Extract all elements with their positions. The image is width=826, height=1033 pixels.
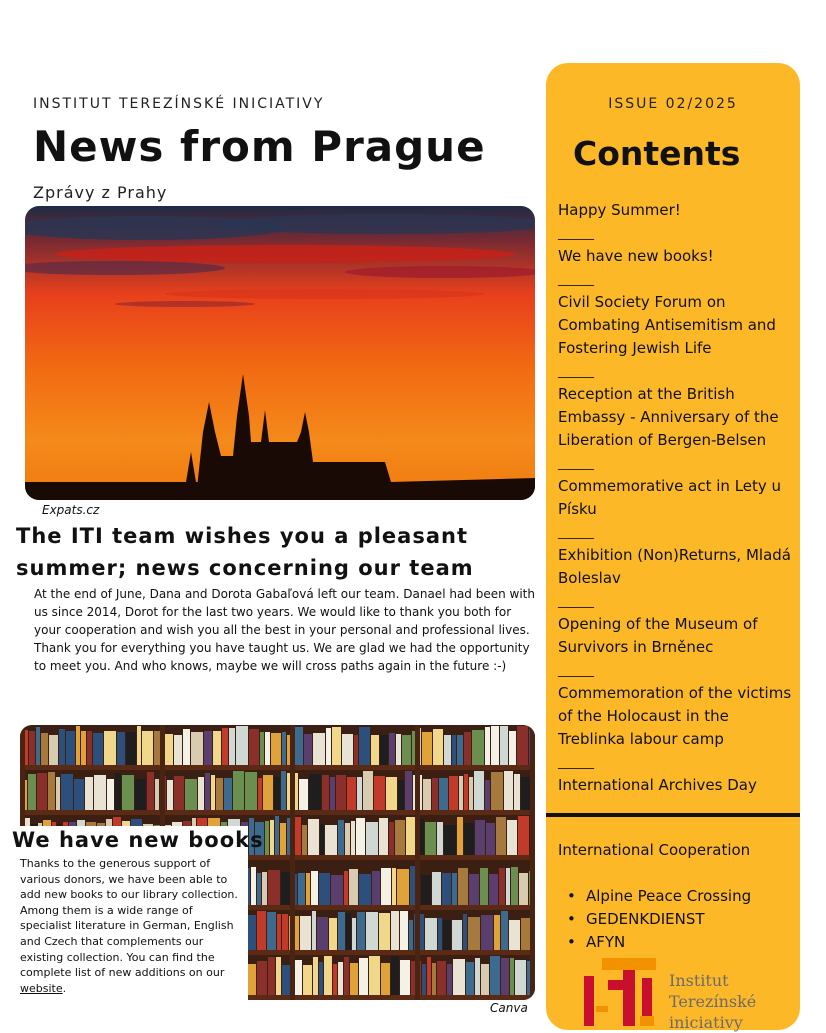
organization-name: INSTITUT TEREZÍNSKÉ INICIATIVY [33, 96, 325, 112]
logo-text [669, 970, 756, 1033]
table-of-contents [558, 199, 796, 797]
toc-separator: ______ [558, 456, 594, 470]
toc-separator: ______ [558, 272, 594, 286]
issue-number: ISSUE 02/2025 [608, 96, 738, 112]
toc-separator: ______ [558, 755, 594, 769]
article-heading: The ITI team wishes you a pleasant summer; news concerning our team [16, 524, 474, 580]
books-body-end: . [62, 981, 67, 995]
cooperation-item: • GEDENKDIENST [586, 908, 751, 931]
newsletter-subtitle: Zprávy z Prahy [33, 183, 168, 202]
logo-line: iniciativy [669, 1013, 743, 1032]
cooperation-list [586, 885, 751, 954]
toc-item[interactable]: Reception at the British Embassy - Anniversary of the Liberation of Bergen-Belsen [558, 385, 779, 449]
toc-item[interactable]: Exhibition (Non)Returns, Mladá Boleslav [558, 546, 791, 587]
toc-item[interactable]: Civil Society Forum on Combating Antisemitism and Fostering Jewish Life [558, 293, 776, 357]
article-body: At the end of June, Dana and Dorota Gabaľová left our team. Danael had been with us since 2014, Dorot for the last two years. We would like to thank you both for your cooperation and wish you all the best in your personal and professional lives. Thank you for everything you have taught us. We are glad we had the opportunity to meet you. And who knows, maybe we will cross paths again in the future :-) [34, 587, 535, 673]
toc-item[interactable]: Commemorative act in Lety u Písku [558, 477, 782, 518]
logo-line: Institut [669, 971, 729, 990]
newsletter-title: News from Prague [33, 122, 486, 171]
photo-credit: Canva [490, 1001, 528, 1015]
toc-separator: ______ [558, 525, 594, 539]
toc-separator: ______ [558, 594, 594, 608]
cooperation-item: • AFYN [586, 931, 751, 954]
sidebar-divider [546, 813, 800, 817]
toc-item[interactable]: We have new books! [558, 247, 714, 265]
books-body-text: Thanks to the generous support of various donors, we have been able to add new books to our library collection. Among them is a wide range of specialist literature in German, English and Czech that complements our existing collection. You can find the complete list of new additions on our [20, 857, 238, 980]
toc-item[interactable]: Commemoration of the victims of the Holocaust in the Treblinka labour camp [558, 684, 792, 748]
cooperation-item: • Alpine Peace Crossing [586, 885, 751, 908]
toc-item[interactable]: Opening of the Museum of Survivors in Brněnec [558, 615, 758, 656]
toc-separator: ______ [558, 364, 594, 378]
website-link[interactable]: website [20, 981, 63, 995]
books-heading: We have new books [12, 828, 264, 852]
photo-credit: Expats.cz [42, 503, 100, 517]
contents-title: Contents [573, 134, 741, 173]
logo-line: Terezínské [669, 992, 757, 1011]
prague-sunset-photo [25, 206, 535, 500]
toc-item[interactable]: Happy Summer! [558, 201, 681, 219]
toc-separator: ______ [558, 663, 594, 677]
cooperation-title: International Cooperation [558, 841, 751, 859]
books-body [20, 856, 242, 996]
toc-separator: ______ [558, 226, 594, 240]
toc-item[interactable]: International Archives Day [558, 776, 757, 794]
